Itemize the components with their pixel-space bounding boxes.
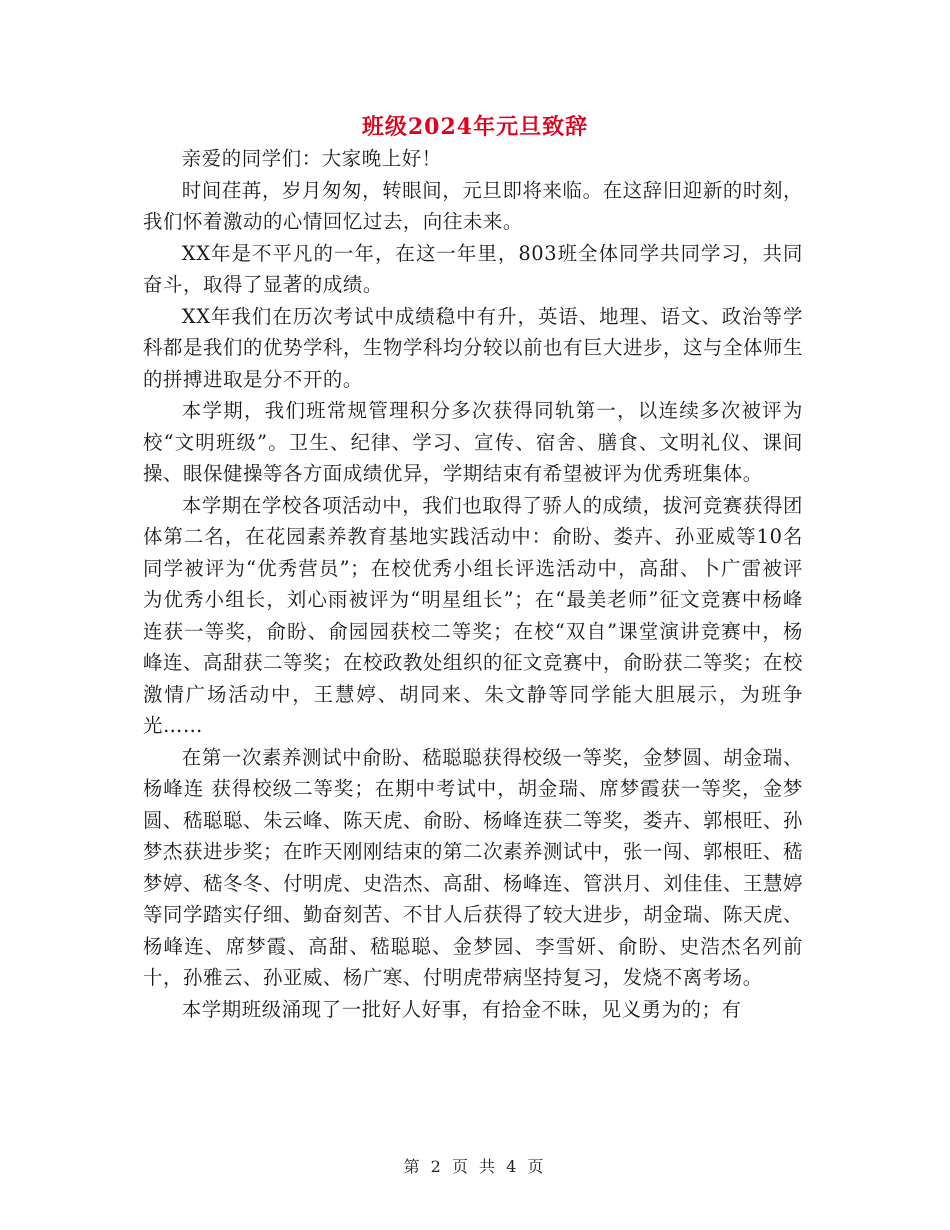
paragraph: 在第一次素养测试中俞盼、嵇聪聪获得校级一等奖，金梦圆、胡金瑞、杨峰连 获得校级二等奖；在期中考试中，胡金瑞、席梦霞获一等奖，金梦圆、嵇聪聪、朱云峰、陈天虎、俞盼、杨峰连获二等奖，娄卉、郭根旺、孙梦杰获进步奖；在昨天刚刚结束的第二次素养测试中，张一闯、郭根旺、嵇梦婷、嵇冬冬、付明虎、史浩杰、高甜、杨峰连、管洪月、刘佳佳、王慧婷等同学踏实仔细、勤奋刻苦、不甘人后获得了较大进步，胡金瑞、陈天虎、杨峰连、席梦霞、高甜、嵇聪聪、金梦园、李雪妍、俞盼、史浩杰名列前十，孙雅云、孙亚威、杨广寒、付明虎带病坚持复习，发烧不离考场。 [143,745,803,989]
document-title: 班级2024年元旦致辞 [361,114,589,140]
paragraph-greeting: 亲爱的同学们：大家晚上好！ [181,147,442,170]
paragraph: XX年我们在历次考试中成绩稳中有升，英语、地理、语文、政治等学科都是我们的优势学科，生物学科均分较以前也有巨大进步，这与全体师生的拼搏进取是分不开的。 [143,304,803,391]
paragraph: 本学期，我们班常规管理积分多次获得同轨第一，以连续多次被评为校“文明班级”。卫生、纪律、学习、宣传、宿舍、膳食、文明礼仪、课间操、眼保健操等各方面成绩优异，学期结束有希望被评为优秀班集体。 [143,399,803,485]
document-body [143,143,803,1025]
paragraph: 本学期在学校各项活动中，我们也取得了骄人的成绩，拔河竞赛获得团体第二名，在花园素养教育基地实践活动中：俞盼、娄卉、孙亚威等10名同学被评为“优秀营员”；在校优秀小组长评选活动中，高甜、卜广雷被评为优秀小组长，刘心雨被评为“明星组长”；在“最美老师”征文竞赛中杨峰连获一等奖，俞盼、俞园园获校二等奖；在校“双自”课堂演讲竞赛中，杨峰连、高甜获二等奖；在校政教处组织的征文竞赛中，俞盼获二等奖；在校激情广场活动中，王慧婷、胡同来、朱文静等同学能大胆展示，为班争光…… [143,493,803,737]
paragraph: XX年是不平凡的一年，在这一年里，803班全体同学共同学习，共同奋斗，取得了显著的成绩。 [143,241,803,296]
paragraph: 本学期班级涌现了一批好人好事，有拾金不昧，见义勇为的；有 [181,997,742,1021]
paragraph: 时间荏苒，岁月匆匆，转眼间，元旦即将来临。在这辞旧迎新的时刻，我们怀着激动的心情回忆过去，向往未来。 [143,178,803,233]
page-number-footer: 第 2 页 共 4 页 [403,1157,547,1176]
